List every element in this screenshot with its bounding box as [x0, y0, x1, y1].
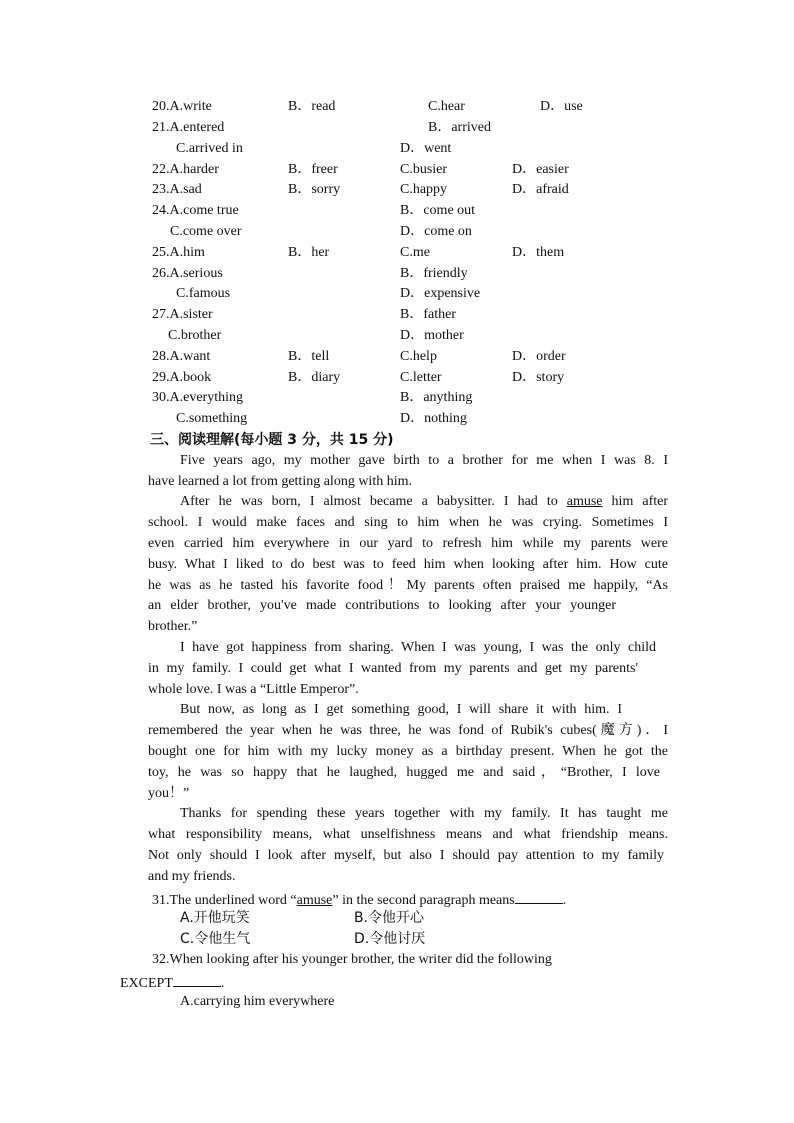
cloze-26-c: C.famous: [176, 286, 231, 301]
cloze-27-b: B．father: [400, 307, 456, 322]
cloze-20-d: D．use: [540, 99, 583, 114]
passage-line: Not only should I look after myself, but also I should pay attention to my family: [148, 848, 664, 863]
cloze-24-c: C.come over: [170, 224, 242, 239]
cloze-29-a: 29.A.book: [152, 370, 212, 385]
cloze-27-a: 27.A.sister: [152, 307, 213, 322]
passage-line: But now, as long as I get something good, I will share it with him. I: [180, 702, 622, 717]
cloze-29-c: C.letter: [400, 370, 442, 385]
cloze-25-a: 25.A.him: [152, 245, 205, 260]
cloze-26-b: B．friendly: [400, 266, 468, 281]
passage-line: an elder brother, you've made contributions to looking after your younger: [148, 598, 616, 613]
cloze-22-d: D．easier: [512, 162, 569, 177]
cloze-23-a: 23.A.sad: [152, 182, 202, 197]
cloze-28-b: B．tell: [288, 349, 330, 364]
cloze-22-a: 22.A.harder: [152, 162, 219, 177]
option-a[interactable]: A.开他玩笑: [180, 910, 250, 926]
passage-line: whole love. I was a “Little Emperor”.: [148, 682, 359, 697]
option-d[interactable]: D.令他讨厌: [354, 931, 426, 947]
cloze-22-b: B．freer: [288, 162, 338, 177]
passage-line: Five years ago, my mother gave birth to a brother for me when I was 8. I: [180, 453, 668, 468]
cloze-30-d: D．nothing: [400, 411, 467, 426]
cloze-24-a: 24.A.come true: [152, 203, 239, 218]
answer-blank[interactable]: [173, 972, 221, 987]
passage-line: Thanks for spending these years together with my family. It has taught me: [180, 806, 668, 821]
cloze-21-d: D．went: [400, 141, 452, 156]
passage-line: school. I would make faces and sing to him when he was crying. Sometimes I: [148, 515, 668, 530]
section-heading: 三、阅读理解(每小题 3 分，共 15 分): [150, 432, 394, 448]
passage-line: even carried him everywhere in our yard to refresh him while my parents were: [148, 536, 668, 551]
passage-line: After he was born, I almost became a babysitter. I had to amuse him after: [180, 494, 669, 509]
cloze-29-b: B．diary: [288, 370, 341, 385]
passage-line: you！”: [148, 786, 190, 801]
cloze-27-c: C.brother: [168, 328, 222, 343]
cloze-25-c: C.me: [400, 245, 430, 260]
question-32-stem-cont: EXCEPT .: [120, 972, 224, 992]
question-32-stem: 32.When looking after his younger brother, the writer did the following: [152, 952, 552, 967]
passage-line: have learned a lot from getting along with him.: [148, 474, 412, 489]
passage-line: busy. What I liked to do best was to feed him when looking after him. How cute: [148, 557, 668, 572]
cloze-25-b: B．her: [288, 245, 330, 260]
cloze-24-b: B．come out: [400, 203, 476, 218]
cloze-22-c: C.busier: [400, 162, 448, 177]
passage-line: and my friends.: [148, 869, 236, 884]
cloze-26-d: D．expensive: [400, 286, 481, 301]
cloze-28-a: 28.A.want: [152, 349, 211, 364]
passage-line: what responsibility means, what unselfishness means and what friendship means.: [148, 827, 668, 842]
cloze-29-d: D．story: [512, 370, 565, 385]
cloze-21-a: 21.A.entered: [152, 120, 225, 135]
underlined-word: amuse: [296, 893, 333, 908]
cloze-24-d: D．come on: [400, 224, 472, 239]
cloze-26-a: 26.A.serious: [152, 266, 223, 281]
passage-line: I have got happiness from sharing. When I was young, I was the only child: [180, 640, 656, 655]
cloze-28-c: C.help: [400, 349, 437, 364]
option-a[interactable]: A.carrying him everywhere: [180, 994, 335, 1009]
cloze-20-c: C.hear: [428, 99, 465, 114]
cloze-23-c: C.happy: [400, 182, 448, 197]
cloze-20-b: B．read: [288, 99, 336, 114]
question-31-stem: 31.The underlined word “amuse” in the second paragraph means .: [152, 889, 566, 909]
underlined-word: amuse: [566, 494, 603, 509]
cloze-21-b: B．arrived: [428, 120, 491, 135]
passage-line: brother.”: [148, 619, 198, 634]
passage-line: bought one for him with my lucky money as a birthday present. When he got the: [148, 744, 668, 759]
cloze-25-d: D．them: [512, 245, 565, 260]
cloze-28-d: D．order: [512, 349, 566, 364]
passage-line: he was as he tasted his favorite food！My parents often praised me happily, “As: [148, 578, 668, 593]
cloze-30-a: 30.A.everything: [152, 390, 243, 405]
cloze-27-d: D．mother: [400, 328, 464, 343]
passage-line: toy, he was so happy that he laughed, hugged me and said，“Brother, I love: [148, 765, 660, 780]
cloze-30-c: C.something: [176, 411, 248, 426]
cloze-23-d: D．afraid: [512, 182, 569, 197]
cloze-30-b: B．anything: [400, 390, 473, 405]
cloze-23-b: B．sorry: [288, 182, 341, 197]
passage-line: remembered the year when he was three, he was fond of Rubik's cubes(魔方)．I: [148, 723, 668, 738]
option-b[interactable]: B.令他开心: [354, 910, 425, 926]
answer-blank[interactable]: [515, 889, 563, 904]
cloze-21-c: C.arrived in: [176, 141, 243, 156]
option-c[interactable]: C.令他生气: [180, 931, 251, 947]
passage-line: in my family. I could get what I wanted from my parents and get my parents': [148, 661, 638, 676]
cloze-20-a: 20.A.write: [152, 99, 212, 114]
